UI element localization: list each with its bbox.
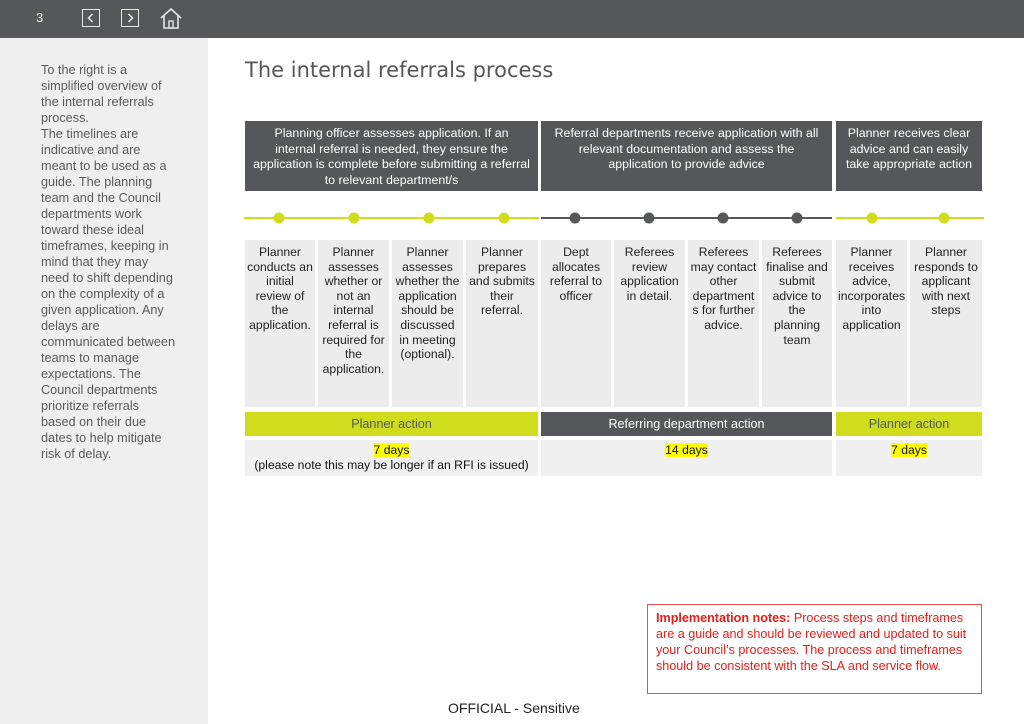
step-cell-3: Planner assesses whether the application should be discussed in meeting (optional).: [392, 240, 463, 407]
timeline-dot: [570, 213, 581, 224]
action-band-planner-final: Planner action: [836, 412, 982, 436]
phase-header-1: Planning officer assesses application. If an internal referral is needed, they ensure the application is complete before submitting a referral to relevant department/s: [245, 121, 538, 191]
previous-slide-button[interactable]: [82, 9, 100, 27]
chevron-left-icon: [85, 12, 97, 24]
implementation-notes: [647, 604, 982, 694]
duration-days: 14 days: [665, 443, 708, 457]
notes-text: Process steps and timeframes are a guide and should be reviewed and updated to suit your Council’s processes. The process and timeframes should be consistent with the SLA and service flow.: [656, 611, 967, 673]
action-band-referring: Referring department action: [541, 412, 832, 436]
duration-referring: [541, 440, 832, 476]
action-band-planner: Planner action: [245, 412, 538, 436]
timeline-dot: [644, 213, 655, 224]
phase-header-3: Planner receives clear advice and can easily take appropriate action: [836, 121, 982, 191]
chevron-right-icon: [124, 12, 136, 24]
timeline-dot: [424, 213, 435, 224]
top-bar: [0, 0, 1024, 38]
notes-label: Implementation notes:: [656, 611, 791, 625]
page-title: The internal referrals process: [245, 58, 554, 82]
timeline-dot: [274, 213, 285, 224]
duration-days: 7 days: [373, 443, 410, 457]
step-cell-4: Planner prepares and submits their referral.: [466, 240, 538, 407]
sidebar-intro: To the right is a simplified overview of the internal referrals process. The timelines are indicative and are meant to be used as a guide. The planning team and the Council departments work toward these ideal timeframes, keeping in mind that they may need to shift depending on the complexity of a given application. Any delays are communicated between teams to manage expectations. The Council departments prioritize referrals based on their due dates to help mitigate risk of delay.: [41, 63, 175, 461]
step-cell-1: Planner conducts an initial review of the application.: [245, 240, 315, 407]
phase-header-2: Referral departments receive application with all relevant documentation and assess the application to provide advice: [541, 121, 832, 191]
page-number: 3: [36, 10, 44, 25]
classification-footer: OFFICIAL - Sensitive: [448, 700, 580, 716]
sidebar-text: [41, 62, 176, 462]
home-button[interactable]: [159, 6, 183, 35]
duration-note: (please note this may be longer if an RFI is issued): [254, 458, 529, 472]
step-cell-5: Dept allocates referral to officer: [541, 240, 611, 407]
timeline-dot: [939, 213, 950, 224]
sidebar: [0, 38, 208, 724]
timeline-dot: [499, 213, 510, 224]
duration-days: 7 days: [891, 443, 927, 457]
duration-planner-final: [836, 440, 982, 476]
process-timeline: [244, 205, 984, 231]
timeline-dot: [867, 213, 878, 224]
timeline-dot: [718, 213, 729, 224]
duration-planner: [245, 440, 538, 476]
step-cell-7: Referees may contact other department s for further advice.: [688, 240, 759, 407]
step-cell-10: Planner responds to applicant with next steps: [910, 240, 982, 407]
next-slide-button[interactable]: [121, 9, 139, 27]
timeline-dot: [349, 213, 360, 224]
timeline-dot: [792, 213, 803, 224]
step-cell-8: Referees finalise and submit advice to the planning team: [762, 240, 832, 407]
step-cell-6: Referees review application in detail.: [614, 240, 685, 407]
step-cell-2: Planner assesses whether or not an internal referral is required for the application.: [318, 240, 389, 407]
home-icon: [159, 6, 183, 30]
step-cell-9: Planner receives advice, incorporates into application: [836, 240, 907, 407]
